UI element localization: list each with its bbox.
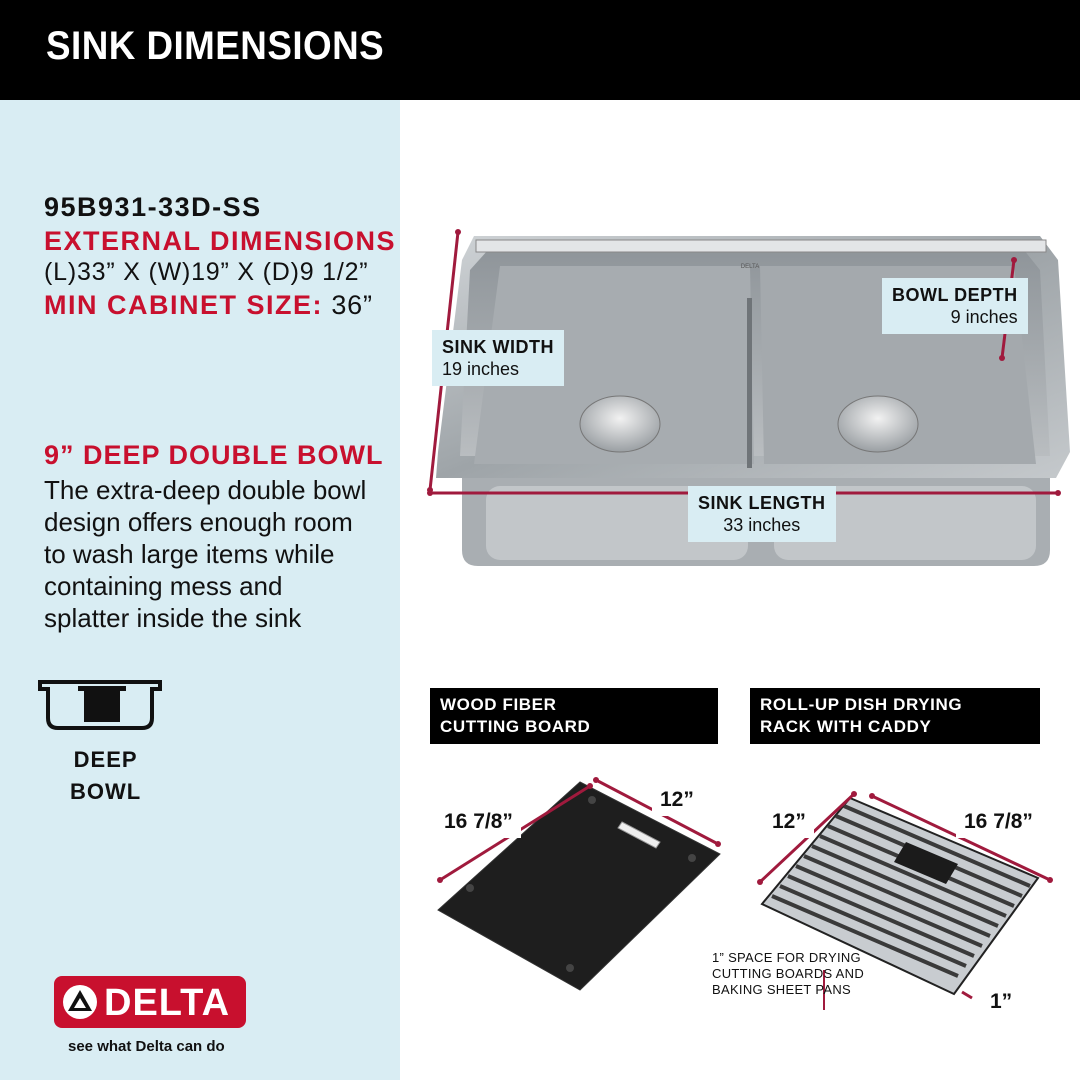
deep-bowl-label bbox=[70, 744, 141, 808]
model-number: 95B931-33D-SS bbox=[44, 192, 262, 222]
right-drain bbox=[838, 396, 918, 452]
external-dimensions-value: (L)33” X (W)19” X (D)9 1/2” bbox=[44, 258, 369, 286]
bowl-depth-value: 9 inches bbox=[950, 307, 1018, 327]
workstation-ledge bbox=[476, 240, 1046, 252]
cabinet-size-value: 36” bbox=[331, 290, 373, 320]
sink-length-value: 33 inches bbox=[723, 515, 801, 535]
sink-divider bbox=[747, 298, 752, 468]
cutting-board-label-line1: WOOD FIBER bbox=[440, 695, 557, 714]
drying-rack-label bbox=[750, 688, 1040, 744]
drying-space-note-line1: 1” SPACE FOR DRYING bbox=[712, 950, 861, 965]
delta-logo-text: DELTA bbox=[104, 982, 231, 1024]
feature-description: The extra-deep double bowl design offers enough room to wash large items while containing mess and splatter inside the sink bbox=[44, 475, 367, 633]
rack-length-dimension: 16 7/8” bbox=[956, 806, 1041, 838]
page-title: SINK DIMENSIONS bbox=[46, 24, 385, 68]
drying-rack-label-line1: ROLL-UP DISH DRYING bbox=[760, 695, 963, 714]
drying-space-note-line3: BAKING SHEET PANS bbox=[712, 982, 851, 997]
drying-space-dimension: 1” bbox=[982, 986, 1020, 1018]
cutting-board-label bbox=[430, 688, 718, 744]
rack-width-dimension: 12” bbox=[764, 806, 814, 838]
cutting-board-label-line2: CUTTING BOARD bbox=[440, 717, 591, 736]
bowl-depth-title: BOWL DEPTH bbox=[892, 285, 1018, 305]
drying-space-note-line2: CUTTING BOARDS AND bbox=[712, 966, 865, 981]
left-drain bbox=[580, 396, 660, 452]
sink-brand-mark: DELTA bbox=[740, 264, 760, 270]
sink-width-callout bbox=[432, 330, 564, 386]
feature-title: 9” DEEP DOUBLE BOWL bbox=[44, 440, 384, 470]
drying-space-note bbox=[712, 950, 864, 998]
bowl-depth-callout bbox=[882, 278, 1028, 334]
deep-bowl-label-line1: DEEP bbox=[73, 747, 138, 772]
brand-tagline: see what Delta can do bbox=[68, 1038, 225, 1055]
cabinet-size bbox=[44, 290, 373, 321]
board-width-dimension: 12” bbox=[652, 784, 702, 816]
sink-width-title: SINK WIDTH bbox=[442, 337, 554, 357]
sink-width-value: 19 inches bbox=[442, 359, 520, 379]
delta-triangle-icon bbox=[62, 984, 98, 1020]
external-dimensions-title: EXTERNAL DIMENSIONS bbox=[44, 226, 397, 256]
deep-bowl-label-line2: BOWL bbox=[70, 779, 142, 804]
board-length-dimension: 16 7/8” bbox=[436, 806, 521, 838]
deep-bowl-icon bbox=[38, 676, 162, 736]
sink-length-title: SINK LENGTH bbox=[698, 493, 826, 513]
cabinet-size-label: MIN CABINET SIZE: bbox=[44, 290, 323, 320]
sink-length-callout bbox=[688, 486, 836, 542]
drying-rack-label-line2: RACK WITH CADDY bbox=[760, 717, 932, 736]
